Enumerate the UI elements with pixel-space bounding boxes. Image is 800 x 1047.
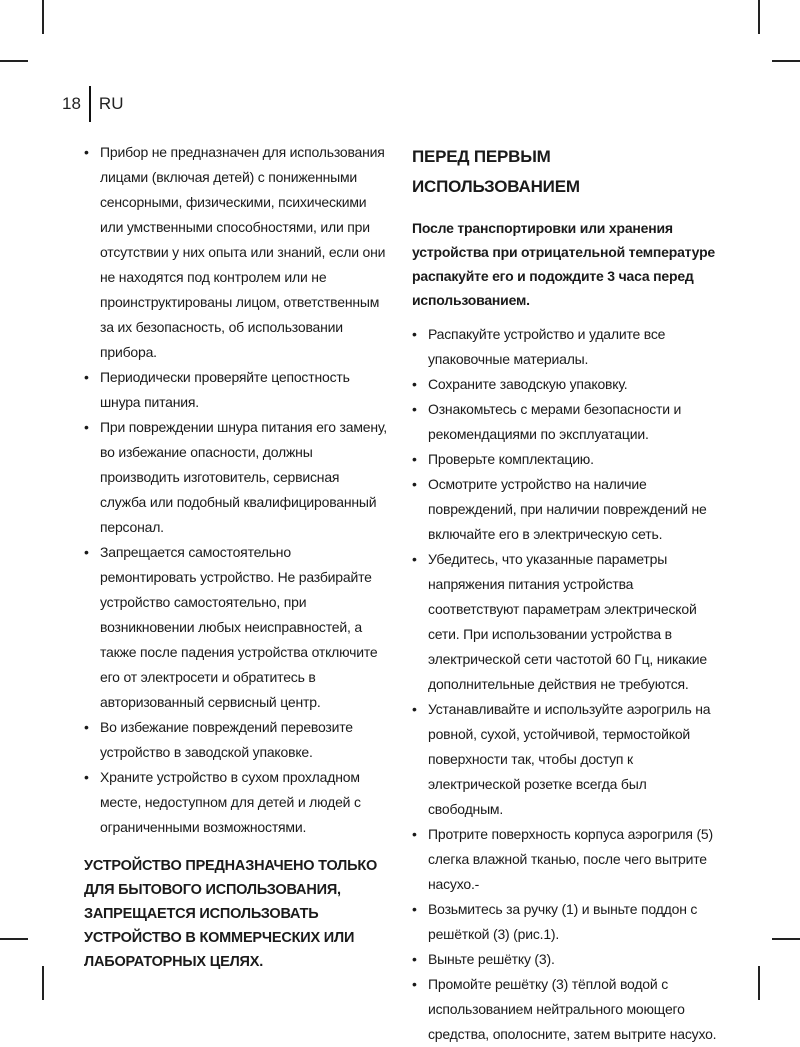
- right-column: [412, 140, 720, 1047]
- language-code: RU: [98, 94, 124, 113]
- page-number: 18: [62, 94, 81, 113]
- list-item: • При повреждении шнура питания его замену, во избежание опасности, должны производить изготовитель, сервисная служба или подобный квалифицированный персонал.: [84, 415, 388, 540]
- list-item: • Периодически проверяйте цепостность шнура питания.: [84, 365, 388, 415]
- list-item: • Храните устройство в сухом прохладном месте, недоступном для детей и людей с ограниченными возможностями.: [84, 765, 388, 840]
- list-item: • Возьмитесь за ручку (1) и выньте поддон с решёткой (3) (рис.1).: [412, 897, 720, 947]
- left-column: [84, 140, 388, 974]
- list-item: • Устанавливайте и используйте аэрогриль на ровной, сухой, устойчивой, термостойкой поверхности так, чтобы доступ к электрической розетке всегда был свободным.: [412, 697, 720, 822]
- before-use-list: [412, 322, 720, 1047]
- list-item: • Сохраните заводскую упаковку.: [412, 372, 720, 397]
- crop-mark-bottom-right-h: [772, 938, 800, 940]
- safety-list: [84, 140, 388, 840]
- list-item: • Проверьте комплектацию.: [412, 447, 720, 472]
- list-item: • Распакуйте устройство и удалите все упаковочные материалы.: [412, 322, 720, 372]
- list-item: • Во избежание повреждений перевозите устройство в заводской упаковке.: [84, 715, 388, 765]
- list-item: • Осмотрите устройство на наличие повреждений, при наличии повреждений не включайте его в электрическую сеть.: [412, 472, 720, 547]
- page-header: [62, 86, 123, 122]
- section-heading: ПЕРЕД ПЕРВЫМ ИСПОЛЬЗОВАНИЕМ: [412, 147, 580, 196]
- crop-mark-top-right: [758, 0, 760, 34]
- list-item: • Ознакомьтесь с мерами безопасности и рекомендациями по эксплуатации.: [412, 397, 720, 447]
- household-use-warning: УСТРОЙСТВО ПРЕДНАЗНАЧЕНО ТОЛЬКО ДЛЯ БЫТОВОГО ИСПОЛЬЗОВАНИЯ, ЗАПРЕЩАЕТСЯ ИСПОЛЬЗОВАТЬ УСТРОЙСТВО В КОММЕРЧЕСКИХ ИЛИ ЛАБОРАТОРНЫХ ЦЕЛЯХ.: [84, 858, 378, 970]
- list-item: • Протрите поверхность корпуса аэрогриля (5) слегка влажной тканью, после чего вытрите насухо.-: [412, 822, 720, 897]
- crop-mark-top-left-h: [0, 60, 28, 62]
- list-item: • Выньте решётку (3).: [412, 947, 720, 972]
- list-item: • Запрещается самостоятельно ремонтировать устройство. Не разбирайте устройство самостоятельно, при возникновении любых неисправностей, а также после падения устройства отключите его от электросети и обратитесь в авторизованный сервисный центр.: [84, 540, 388, 715]
- intro-paragraph: После транспортировки или хранения устройства при отрицательной температуре распакуйте его и подождите 3 часа перед использованием.: [412, 220, 716, 308]
- list-item: • Прибор не предназначен для использования лицами (включая детей) с пониженными сенсорными, физическими, психическими или умственными способностями, или при отсутствии у них опыта или знаний, если они не находятся под контролем или не проинструктированы лицом, ответственным за их безопасность, об использовании прибора.: [84, 140, 388, 365]
- crop-mark-bottom-left: [42, 966, 44, 1000]
- crop-mark-bottom-right: [758, 966, 760, 1000]
- list-item: • Убедитесь, что указанные параметры напряжения питания устройства соответствуют параметрам электрической сети. При использовании устройства в электрической сети частотой 60 Гц, никакие дополнительные действия не требуются.: [412, 547, 720, 697]
- crop-mark-bottom-left-h: [0, 938, 28, 940]
- crop-mark-top-left: [42, 0, 44, 34]
- crop-mark-top-right-h: [772, 60, 800, 62]
- list-item: • Промойте решётку (3) тёплой водой с использованием нейтрального моющего средства, ополосните, затем вытрите насухо.: [412, 972, 720, 1047]
